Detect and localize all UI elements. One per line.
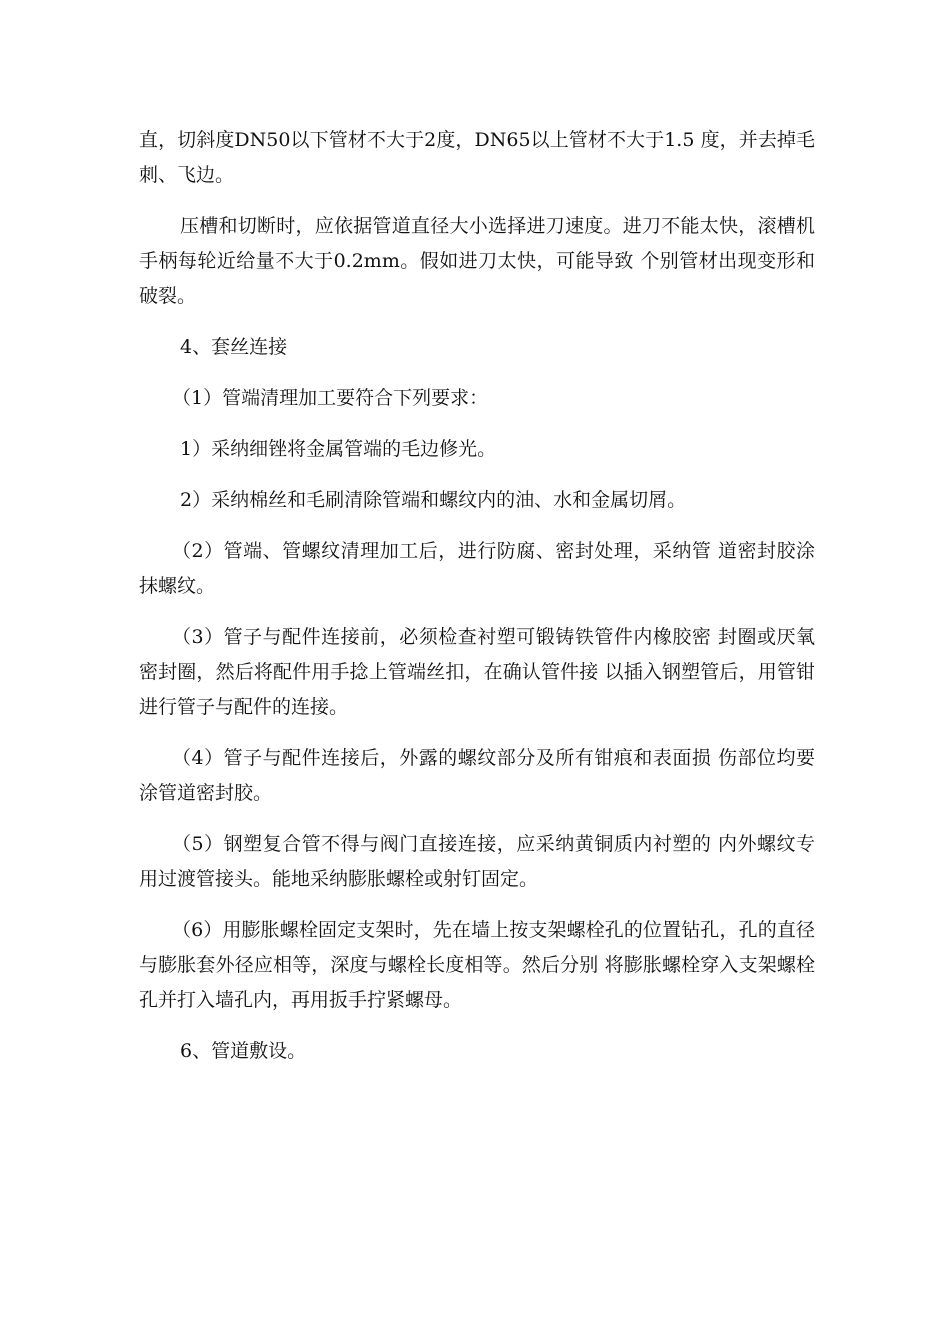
document-body	[139, 123, 815, 1085]
list-item-6: （6）用膨胀螺栓固定支架时，先在墙上按支架螺栓孔的位置钻孔，孔的直径与膨胀套外径应相等，深度与螺栓长度相等。然后分别 将膨胀螺栓穿入支架螺栓孔并打入墙孔内，再用扳手拧紧螺母。	[139, 919, 815, 1011]
list-item-5: （5）钢塑复合管不得与阀门直接连接，应采纳黄铜质内衬塑的 内外螺纹专用过渡管接头。能地采纳膨胀螺栓或射钉固定。	[139, 833, 815, 890]
list-item-4: （4）管子与配件连接后，外露的螺纹部分及所有钳痕和表面损 伤部位均要涂管道密封胶。	[139, 747, 815, 804]
sub-item-1: 1）采纳细锉将金属管端的毛边修光。	[180, 438, 497, 460]
paragraph-grooving: 压槽和切断时，应依据管道直径大小选择进刀速度。进刀不能太快，滚槽机手柄每轮近给量不大于0.2mm。假如进刀太快，可能导致 个别管材出现变形和破裂。	[139, 215, 815, 307]
sub-item-2: 2）采纳棉丝和毛刷清除管端和螺纹内的油、水和金属切屑。	[180, 489, 687, 511]
list-item-2: （2）管端、管螺纹清理加工后，进行防腐、密封处理，采纳管 道密封胶涂抹螺纹。	[139, 540, 815, 597]
list-item-1: （1）管端清理加工要符合下列要求：	[172, 387, 489, 409]
list-item-3: （3）管子与配件连接前，必须检查衬塑可锻铸铁管件内橡胶密 封圈或厌氧密封圈，然后将配件用手捻上管端丝扣，在确认管件接 以插入钢塑管后，用管钳进行管子与配件的连接。	[139, 626, 815, 718]
paragraph-continuation: 直，切斜度DN50以下管材不大于2度，DN65以上管材不大于1.5 度，并去掉毛刺、飞边。	[139, 129, 815, 186]
section-heading-threading: 4、套丝连接	[180, 336, 288, 358]
section-heading-pipe-laying: 6、管道敷设。	[180, 1040, 307, 1062]
